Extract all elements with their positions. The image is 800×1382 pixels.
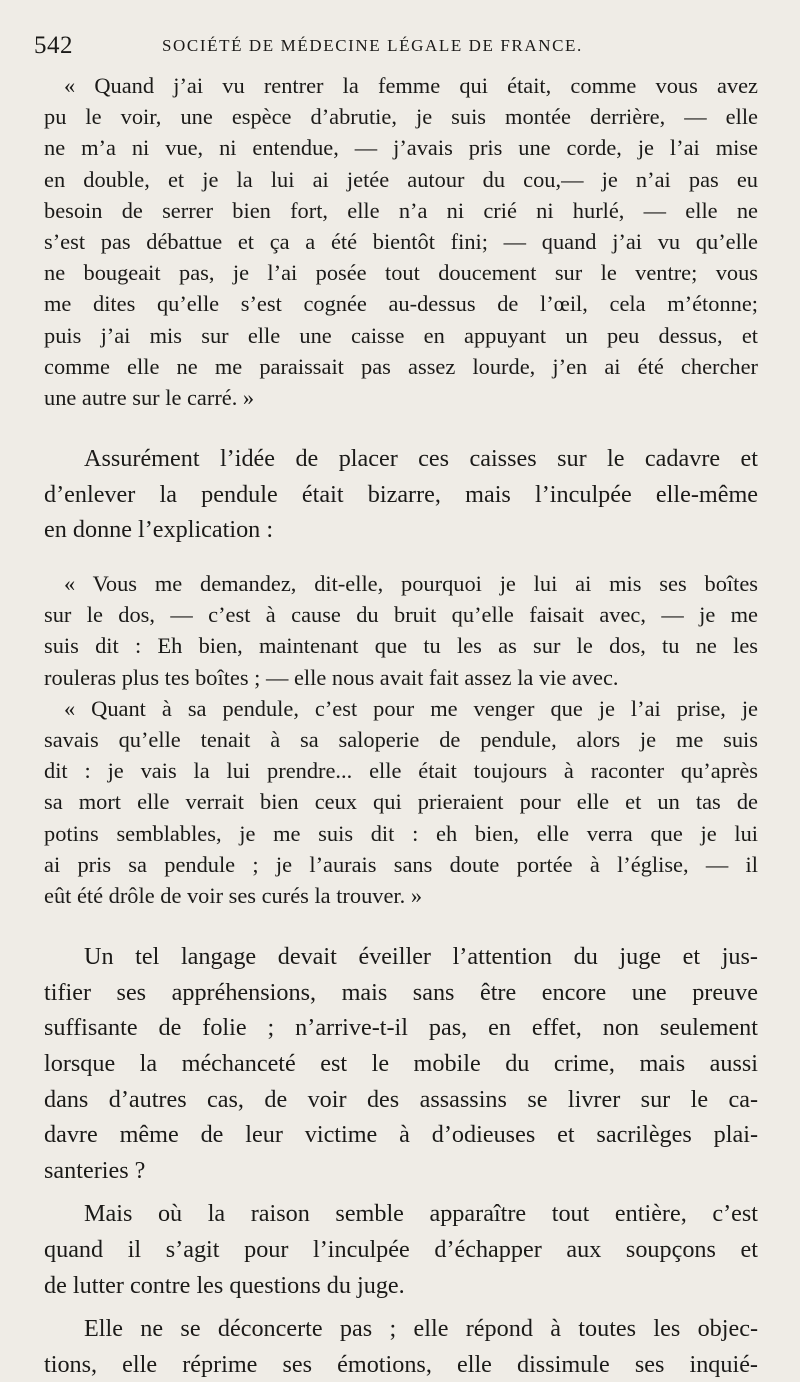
text-line: besoin de serrer bien fort, elle n’a ni crié ni hurlé, — elle ne bbox=[44, 197, 758, 223]
text-line: suffisante de folie ; n’arrive-t-il pas, en effet, non seulement bbox=[44, 1014, 758, 1042]
text-line: en double, et je la lui ai jetée autour du cou,— je n’ai pas eu bbox=[44, 166, 758, 192]
paragraph-judge-attention bbox=[44, 939, 758, 1188]
page-header bbox=[34, 30, 758, 64]
paragraph-reason bbox=[44, 1196, 758, 1303]
quote-testimony-clock bbox=[44, 693, 758, 911]
text-line: quand il s’agit pour l’inculpée d’échapper aux soupçons et bbox=[44, 1236, 758, 1263]
text-line: Un tel langage devait éveiller l’attention du juge et jus- bbox=[84, 943, 758, 971]
text-line: Mais où la raison semble apparaître tout entière, c’est bbox=[84, 1200, 758, 1228]
text-line: sur le dos, — c’est à cause du bruit qu’elle faisait avec, — je me bbox=[44, 602, 758, 628]
quote-testimony-boxes bbox=[44, 568, 758, 693]
text-line: davre même de leur victime à d’odieuses et sacrilèges plai- bbox=[44, 1121, 758, 1149]
text-line: lorsque la méchanceté est le mobile du crime, mais aussi bbox=[44, 1050, 758, 1078]
text-line: ne bougeait pas, je l’ai posée tout doucement sur le ventre; vous bbox=[44, 260, 758, 286]
text-line: tifier ses appréhensions, mais sans être encore une preuve bbox=[44, 978, 758, 1006]
text-line: suis dit : Eh bien, maintenant que tu les as sur le dos, tu ne les bbox=[44, 633, 758, 659]
text-line: ai pris sa pendule ; je l’aurais sans doute portée à l’église, — il bbox=[44, 851, 758, 877]
text-line: une autre sur le carré. » bbox=[44, 385, 255, 411]
text-line: « Vous me demandez, dit-elle, pourquoi je lui ai mis ses boîtes bbox=[64, 571, 758, 597]
text-line: s’est pas débattue et ça a été bientôt fini; — quand j’ai vu qu’elle bbox=[44, 229, 758, 255]
text-line: eût été drôle de voir ses curés la trouver. » bbox=[44, 883, 423, 909]
text-line: tions, elle réprime ses émotions, elle dissimule ses inquié- bbox=[44, 1350, 758, 1378]
text-line: Assurément l’idée de placer ces caisses sur le cadavre et bbox=[84, 445, 758, 473]
page-number: 542 bbox=[34, 32, 73, 59]
text-line: me dites qu’elle s’est cognée au-dessus de l’œil, cela m’étonne; bbox=[44, 291, 758, 317]
paragraph-composure bbox=[44, 1311, 758, 1382]
paragraph-explanation bbox=[44, 441, 758, 548]
text-line: dans d’autres cas, de voir des assassins se livrer sur le ca- bbox=[44, 1085, 758, 1113]
text-line: potins semblables, je me suis dit : eh bien, elle verra que je lui bbox=[44, 820, 758, 846]
text-line: d’enlever la pendule était bizarre, mais l’inculpée elle-même bbox=[44, 480, 758, 508]
text-line: en donne l’explication : bbox=[44, 516, 274, 544]
text-line: dit : je vais la lui prendre... elle était toujours à raconter qu’après bbox=[44, 758, 758, 784]
text-line: ne m’a ni vue, ni entendue, — j’avais pris une corde, je l’ai mise bbox=[44, 135, 758, 161]
quote-testimony-strangling bbox=[44, 70, 758, 413]
text-line: rouleras plus tes boîtes ; — elle nous avait fait assez la vie avec. bbox=[44, 664, 619, 690]
text-line: puis j’ai mis sur elle une caisse en appuyant un peu dessus, et bbox=[44, 322, 758, 348]
text-line: savais qu’elle tenait à sa saloperie de pendule, alors je me suis bbox=[44, 727, 758, 753]
text-line: « Quand j’ai vu rentrer la femme qui était, comme vous avez bbox=[64, 73, 758, 98]
text-line: de lutter contre les questions du juge. bbox=[44, 1271, 405, 1299]
text-line: pu le voir, une espèce d’abrutie, je suis montée derrière, — elle bbox=[44, 104, 758, 130]
running-head: SOCIÉTÉ DE MÉDECINE LÉGALE DE FRANCE. bbox=[162, 36, 583, 55]
text-line: « Quant à sa pendule, c’est pour me venger que je l’ai prise, je bbox=[64, 695, 758, 721]
text-line: Elle ne se déconcerte pas ; elle répond à toutes les objec- bbox=[84, 1315, 758, 1343]
text-line: santeries ? bbox=[44, 1156, 146, 1184]
text-line: comme elle ne me paraissait pas assez lourde, j’en ai été chercher bbox=[44, 353, 758, 379]
text-line: sa mort elle verrait bien ceux qui prieraient pour elle et un tas de bbox=[44, 789, 758, 815]
